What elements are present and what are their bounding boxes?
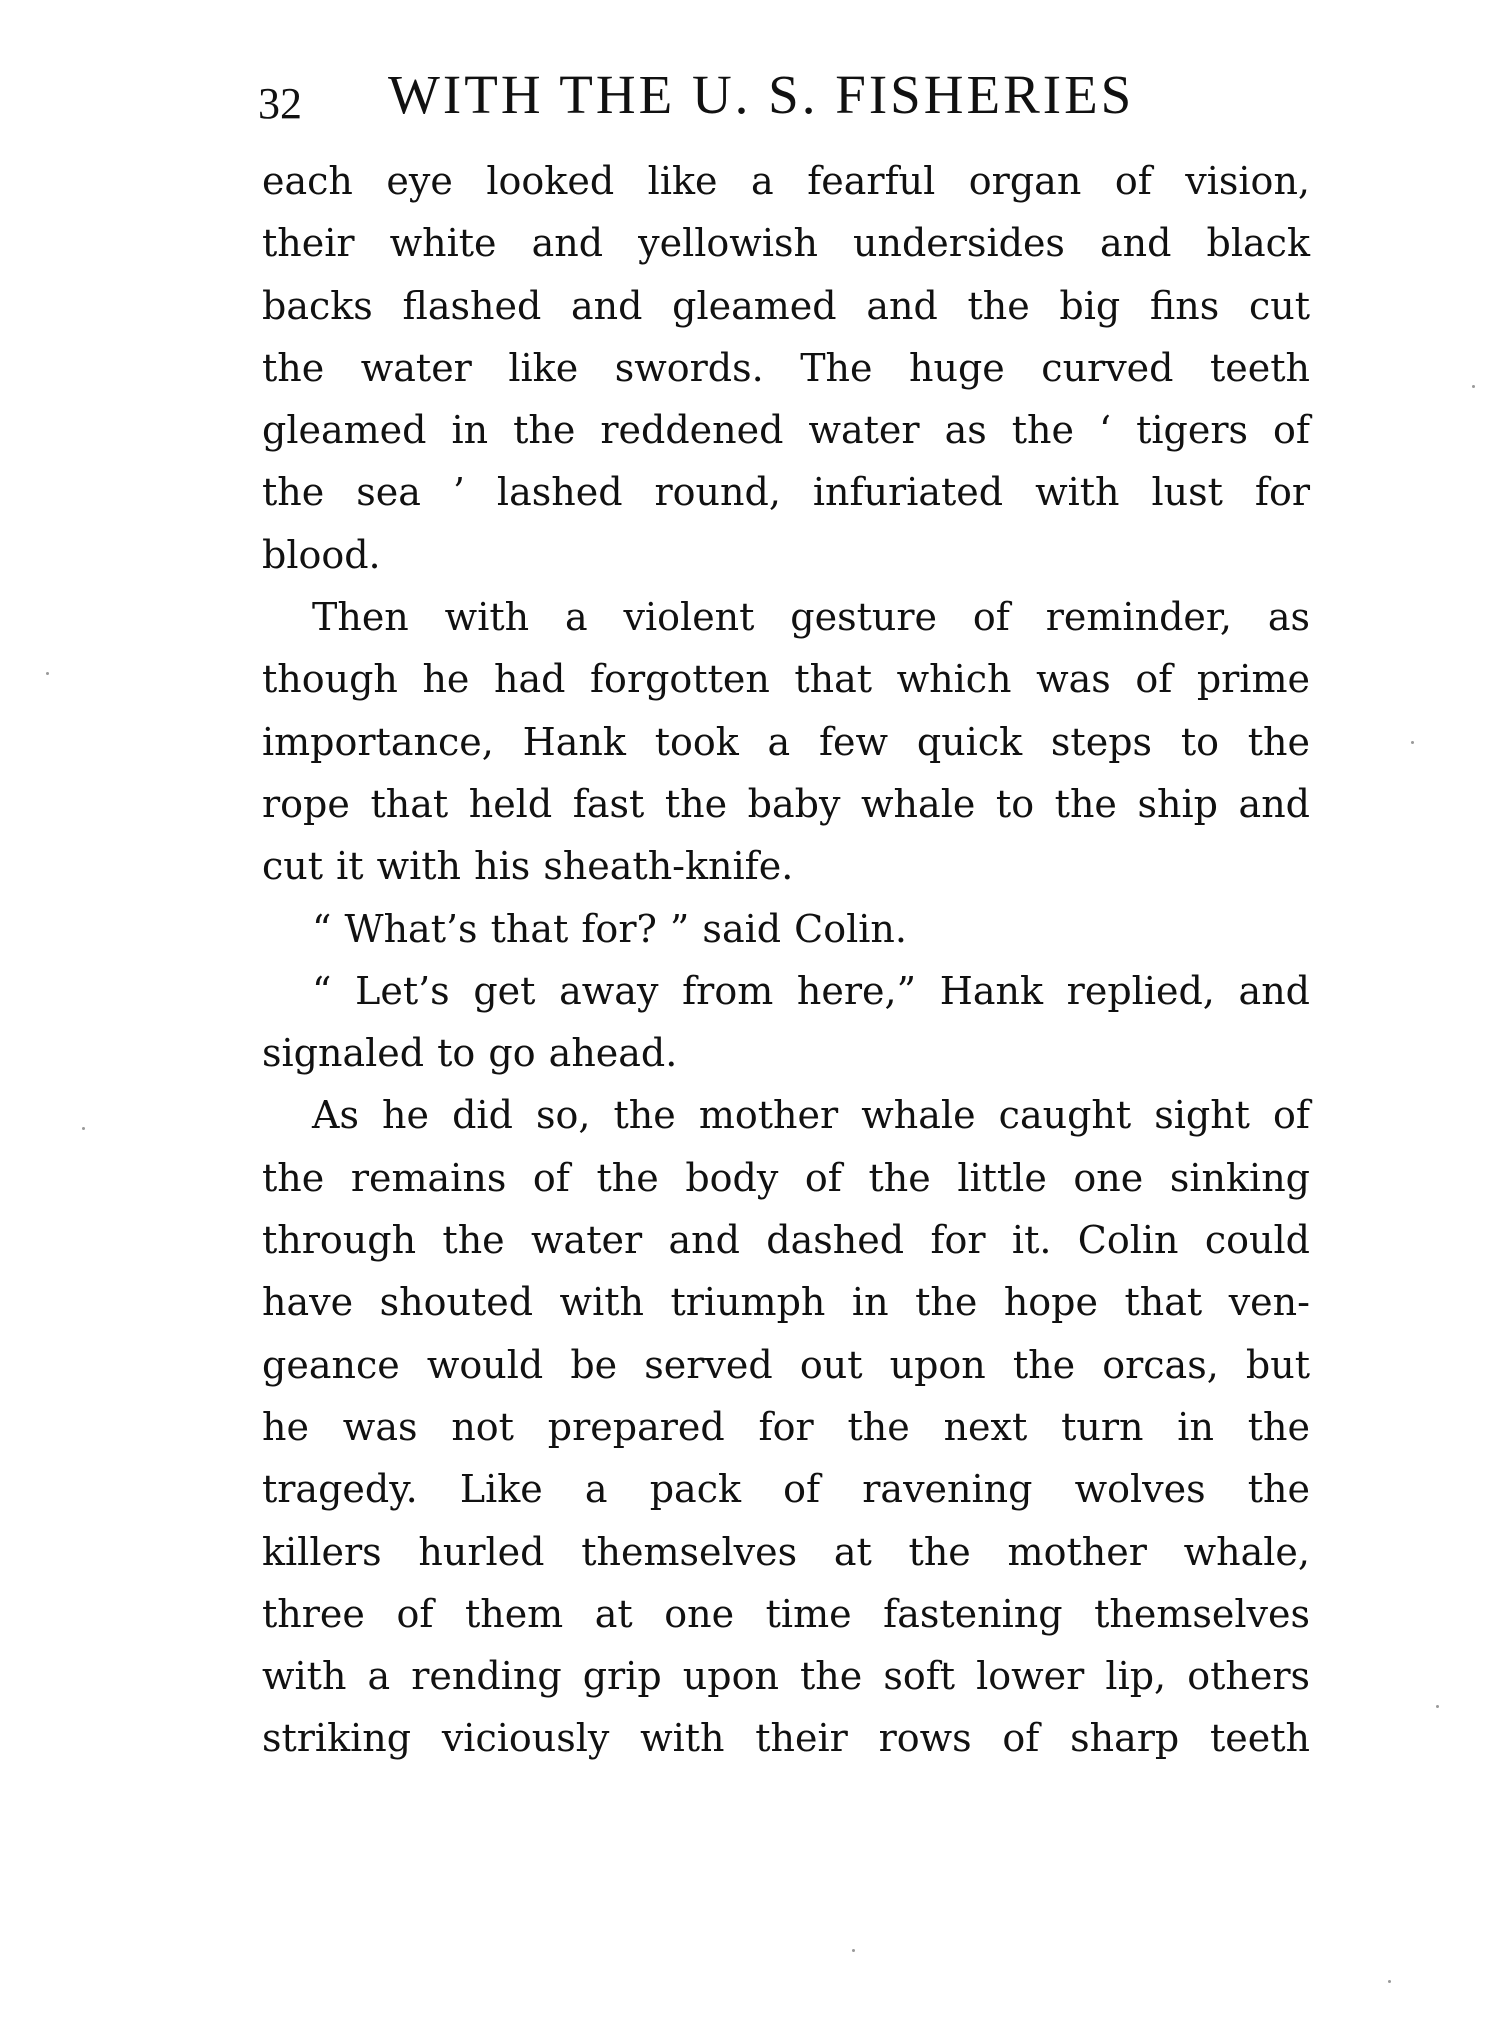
text-line: importance, Hank took a few quick steps to the <box>262 719 1310 764</box>
text-line: geance would be served out upon the orcas, but <box>262 1342 1310 1387</box>
text-line: the remains of the body of the little one sinking <box>262 1155 1310 1200</box>
text-line: Then with a violent gesture of reminder, as <box>312 595 1310 640</box>
text-line: the sea ’ lashed round, infuriated with lust for <box>262 470 1310 515</box>
text-line: gleamed in the reddened water as the ‘ tigers of <box>262 408 1310 453</box>
text-line: three of them at one time fastening themselves <box>262 1591 1310 1636</box>
text-line: have shouted with triumph in the hope that ven- <box>262 1280 1310 1325</box>
text-line: the water like swords. The huge curved teeth <box>262 345 1310 390</box>
scan-speck <box>1436 1705 1439 1708</box>
text-line: cut it with his sheath-knife. <box>262 844 794 889</box>
running-head <box>258 60 1308 130</box>
text-line: blood. <box>262 532 381 577</box>
text-line: killers hurled themselves at the mother whale, <box>262 1529 1310 1574</box>
scan-speck <box>1388 1980 1391 1983</box>
scan-speck <box>46 672 49 675</box>
text-line: striking viciously with their rows of sharp teeth <box>262 1716 1310 1761</box>
text-line: he was not prepared for the next turn in the <box>262 1404 1310 1449</box>
text-line: “ Let’s get away from here,” Hank replied, and <box>312 968 1310 1013</box>
text-line: signaled to go ahead. <box>262 1031 678 1076</box>
text-line: each eye looked like a fearful organ of vision, <box>262 159 1310 203</box>
text-line: “ What’s that for? ” said Colin. <box>312 906 907 951</box>
text-line: tragedy. Like a pack of ravening wolves the <box>262 1467 1310 1512</box>
text-line: through the water and dashed for it. Colin could <box>262 1218 1310 1263</box>
text-line: backs flashed and gleamed and the big fins cut <box>262 283 1310 328</box>
text-line: their white and yellowish undersides and black <box>262 221 1310 266</box>
text-line: As he did so, the mother whale caught sight of <box>312 1093 1310 1138</box>
scan-speck <box>1411 741 1414 744</box>
text-line: rope that held fast the baby whale to the ship and <box>262 781 1310 826</box>
page-number: 32 <box>258 79 302 128</box>
scan-speck <box>1472 385 1475 388</box>
scan-speck <box>82 1127 85 1130</box>
text-line: with a rending grip upon the soft lower lip, others <box>262 1654 1310 1699</box>
text-line: though he had forgotten that which was of prime <box>262 657 1310 702</box>
running-title: WITH THE U. S. FISHERIES <box>388 64 1135 125</box>
body-text <box>262 150 1310 1770</box>
scan-speck <box>852 1949 855 1952</box>
